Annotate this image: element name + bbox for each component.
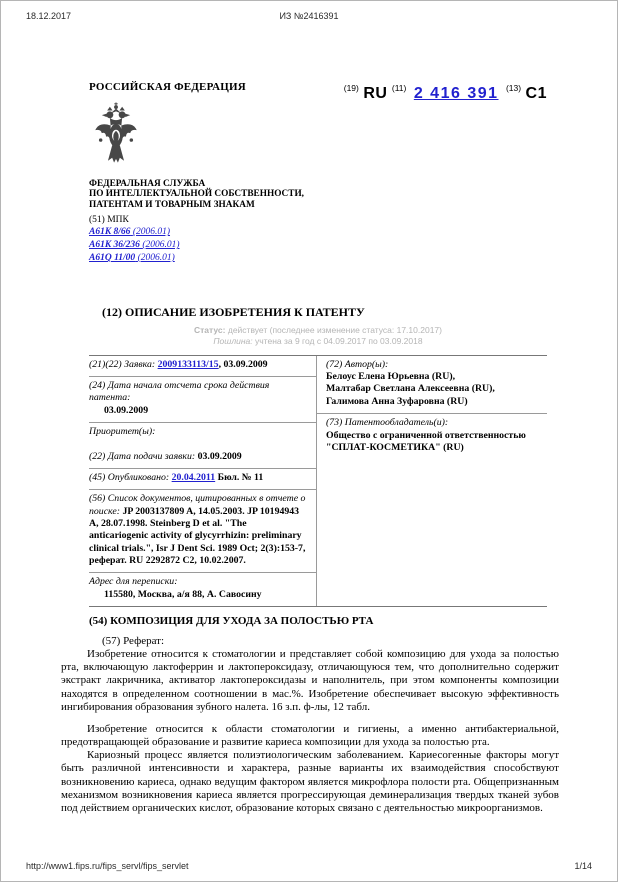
- country-code: RU: [363, 85, 388, 102]
- patent-holder-row: [317, 414, 547, 606]
- ipc-item: [89, 240, 319, 252]
- cited-documents-text: JP 2003137809 A, 14.05.2003. JP 10194943 A, 28.07.1998. Steinberg D et al. "The anticariogenic activity of glycyrrhizin: preliminary clinical trials.", Isr J Dent Sci. 1989 Oct; 2(3):153-7, реферат. RU 2292872 C2, 10.02.2007.: [89, 505, 306, 566]
- author-name: Малтабар Светлана Алексеевна (RU),: [326, 383, 495, 395]
- office-line: ПО ИНТЕЛЛЕКТУАЛЬНОЙ СОБСТВЕННОСТИ,: [89, 189, 305, 200]
- ipc-code-link[interactable]: [89, 253, 175, 263]
- term-start-row: [89, 377, 316, 423]
- abstract-label: (57) Реферат:: [102, 634, 165, 647]
- ipc-code-list: [89, 227, 319, 265]
- priority-label: Приоритет(ы):: [89, 426, 156, 438]
- description-paragraph: Изобретение относится к области стоматологии и гигиены, а именно антибактериальной, предотвращающей образование и развитие кариеса композиции для ухода за полостью рта.: [61, 722, 559, 749]
- term-start-date: 03.09.2009: [104, 404, 149, 416]
- application-label: (21)(22) Заявка:: [89, 358, 156, 370]
- ipc-code: A61Q 11/00: [89, 252, 136, 263]
- masthead-left: [89, 81, 319, 265]
- ipc-code-link[interactable]: [89, 227, 170, 237]
- published-label: (45) Опубликовано:: [89, 471, 170, 483]
- fee-text: учтена за 9 год с 04.09.2017 по 03.09.2018: [255, 336, 423, 347]
- description-paragraph: Кариозный процесс является полиэтиологическим заболеванием. Кариесогенные факторы могут быть различной интенсивности и характера, разные варианты их взаимодействия способствуют возникновению кариеса, однако ведущим фактором является микрофлора полости рта. Общепризнанным механизмом возникновения кариеса является прогрессирующая деминерализация твердых тканей зубов под действием органических кислот, образование которых связано с деятельностью микроорганизмов.: [61, 749, 559, 814]
- ipc-code-link[interactable]: [89, 240, 180, 250]
- published-row: [89, 469, 316, 490]
- status-label: Статус:: [194, 324, 226, 335]
- bulletin-number: Бюл. № 11: [217, 471, 264, 483]
- filing-label: (22) Дата подачи заявки:: [89, 450, 196, 462]
- holder-name: Общество с ограниченной ответственностью "СПЛАТ-КОСМЕТИКА" (RU): [326, 429, 526, 453]
- russia-coat-of-arms-icon: [93, 102, 319, 172]
- inid-code-13: (13): [505, 83, 522, 93]
- ipc-year: (2006.01): [137, 252, 175, 263]
- invention-title: (54) КОМПОЗИЦИЯ ДЛЯ УХОДА ЗА ПОЛОСТЬЮ РТА: [89, 614, 374, 627]
- address-label: Адрес для переписки:: [89, 576, 178, 588]
- ipc-section-label: (51) МПК: [89, 215, 129, 226]
- filing-date: 03.09.2009: [197, 450, 242, 462]
- publication-date-link[interactable]: 20.04.2011: [171, 471, 216, 483]
- ipc-year: (2006.01): [132, 227, 171, 238]
- ipc-code: A61K 8/66: [89, 227, 131, 238]
- print-header: [26, 11, 592, 23]
- page-indicator: 1/14: [574, 861, 592, 871]
- authors-row: [317, 356, 547, 414]
- author-name: Галимова Анна Зуфаровна (RU): [326, 395, 468, 407]
- ipc-code: A61K 36/236: [89, 240, 140, 251]
- abstract-paragraph: Изобретение относится к стоматологии и представляет собой композицию для ухода за полостью рта, включающую лактоферрин и лактопероксидазу, отличающуюся тем, что дополнительно содержит экстракт лакричника, активатор лактопероксидазы и наполнитель, при этом компоненты композиции находятся в определенном соотношении в мас.%. Изобретение обеспечивает высокую эффективность ингибирования образования зубного налета. 16 з.п. ф-лы, 12 табл.: [61, 647, 559, 713]
- office-line: ФЕДЕРАЛЬНАЯ СЛУЖБА: [89, 179, 206, 189]
- office-name: [89, 179, 319, 210]
- publication-number-line: [344, 81, 547, 103]
- filing-line: [89, 451, 306, 463]
- kind-code: C1: [525, 85, 547, 102]
- source-url: http://www1.fips.ru/fips_servl/fips_servlet: [26, 861, 189, 871]
- application-row: [89, 356, 316, 377]
- inid-code-11: (11): [391, 83, 407, 93]
- authors-label: (72) Автор(ы):: [326, 358, 389, 370]
- ipc-item: [89, 253, 319, 265]
- country-name: РОССИЙСКАЯ ФЕДЕРАЦИЯ: [89, 81, 246, 93]
- address-value: 115580, Москва, а/я 88, А. Савосину: [104, 588, 262, 600]
- holder-label: (73) Патентообладатель(и):: [326, 417, 449, 429]
- patent-number-link[interactable]: 2 416 391: [413, 85, 499, 102]
- application-date: , 03.09.2009: [218, 358, 268, 370]
- status-text: действует (последнее изменение статуса: 17.10.2017): [227, 324, 442, 335]
- inid-code-19: (19): [343, 83, 359, 93]
- fee-line: [89, 336, 547, 347]
- print-doc-id: ИЗ №2416391: [279, 11, 339, 21]
- document-type-title: (12) ОПИСАНИЕ ИЗОБРЕТЕНИЯ К ПАТЕНТУ: [102, 304, 365, 319]
- print-date: 18.12.2017: [26, 11, 72, 21]
- fee-label: Пошлина:: [213, 336, 253, 347]
- biblio-right-column: [317, 356, 547, 606]
- cited-documents-row: [89, 490, 316, 573]
- print-footer: [26, 861, 592, 871]
- term-start-label: (24) Дата начала отсчета срока действия патента:: [89, 380, 270, 404]
- masthead: [89, 81, 547, 265]
- ipc-item: [89, 227, 319, 239]
- status-line: [89, 325, 547, 336]
- correspondence-address-row: [89, 573, 316, 606]
- bibliographic-table: [89, 355, 547, 607]
- application-number-link[interactable]: 2009133113/15: [157, 358, 219, 370]
- description-text: [61, 648, 559, 815]
- biblio-left-column: [89, 356, 317, 606]
- author-name: Белоус Елена Юрьевна (RU),: [326, 371, 456, 383]
- cited-documents-label: (56) Список документов, цитированных в отчете о поиске:: [89, 493, 306, 517]
- priority-row: [89, 423, 316, 469]
- ipc-year: (2006.01): [142, 240, 180, 251]
- patent-content: [61, 81, 559, 815]
- office-line: ПАТЕНТАМ И ТОВАРНЫМ ЗНАКАМ: [89, 199, 255, 210]
- status-block: [89, 325, 547, 348]
